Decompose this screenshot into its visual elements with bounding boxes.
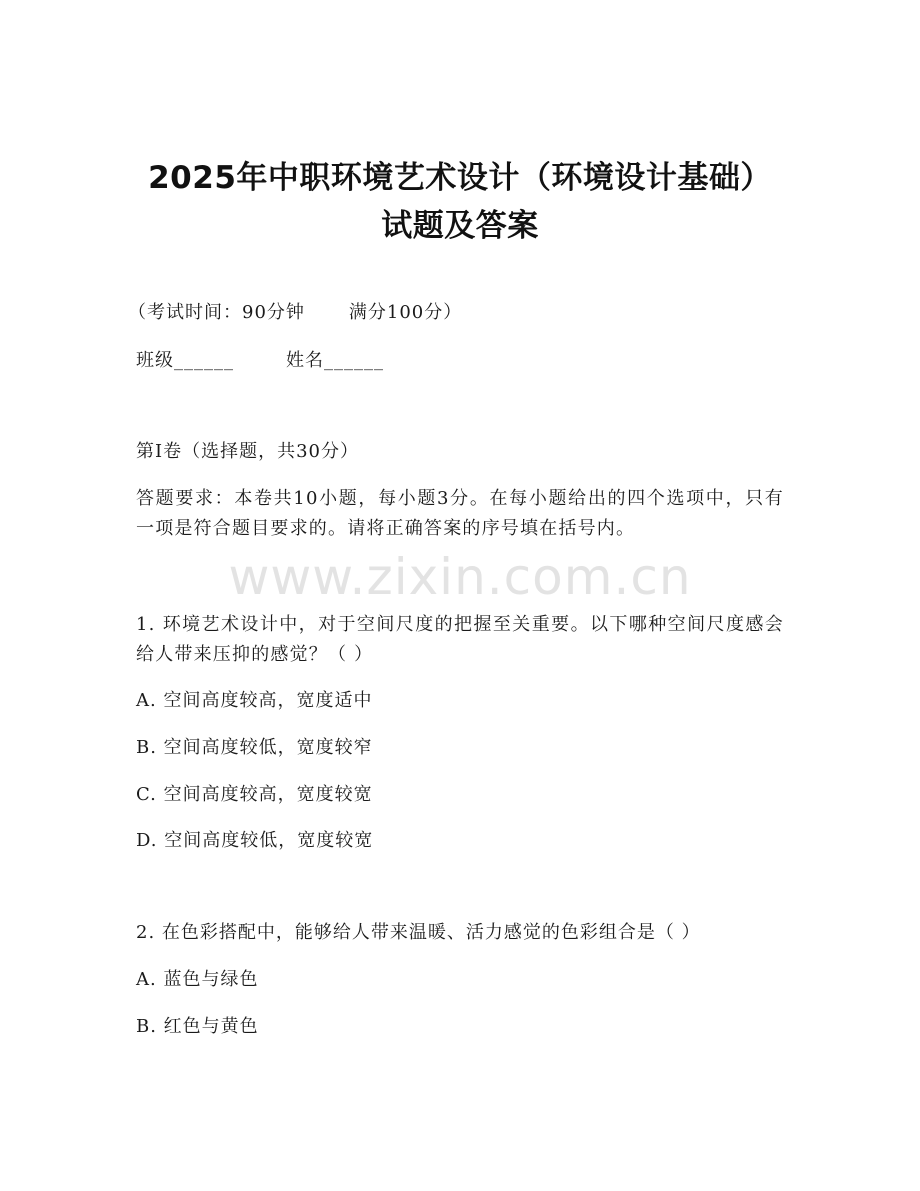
question-1-stem: 1. 环境艺术设计中，对于空间尺度的把握至关重要。以下哪种空间尺度感会给人带来压抑的感觉？（ ） (136, 614, 784, 665)
question-2-option-a: A. 蓝色与绿色 (136, 969, 259, 990)
document-title: 2025年中职环境艺术设计（环境设计基础） (148, 160, 772, 196)
question-1-option-d: D. 空间高度较低，宽度较宽 (136, 830, 374, 851)
name-field: 姓名______ (286, 350, 384, 371)
document-title-line2: 试题及答案 (381, 208, 539, 244)
question-1-option-a: A. 空间高度较高，宽度适中 (136, 690, 373, 711)
exam-info (128, 300, 788, 326)
watermark: www.zixin.com.cn (228, 548, 692, 606)
question-1-option-c: C. 空间高度较高，宽度较宽 (136, 784, 373, 805)
question-2-option-b: B. 红色与黄色 (136, 1016, 259, 1037)
exam-score: 满分100分） (348, 302, 463, 323)
exam-time: （考试时间：90分钟 (128, 302, 305, 323)
question-1-option-b: B. 空间高度较低，宽度较窄 (136, 737, 373, 758)
question-2-stem: 2. 在色彩搭配中，能够给人带来温暖、活力感觉的色彩组合是（ ） (136, 922, 701, 943)
student-info (136, 348, 796, 374)
section-instructions: 答题要求：本卷共10小题，每小题3分。在每小题给出的四个选项中，只有一项是符合题目要求的。请将正确答案的序号填在括号内。 (136, 488, 784, 539)
class-field: 班级______ (136, 350, 234, 371)
section-title: 第I卷（选择题，共30分） (136, 441, 360, 462)
